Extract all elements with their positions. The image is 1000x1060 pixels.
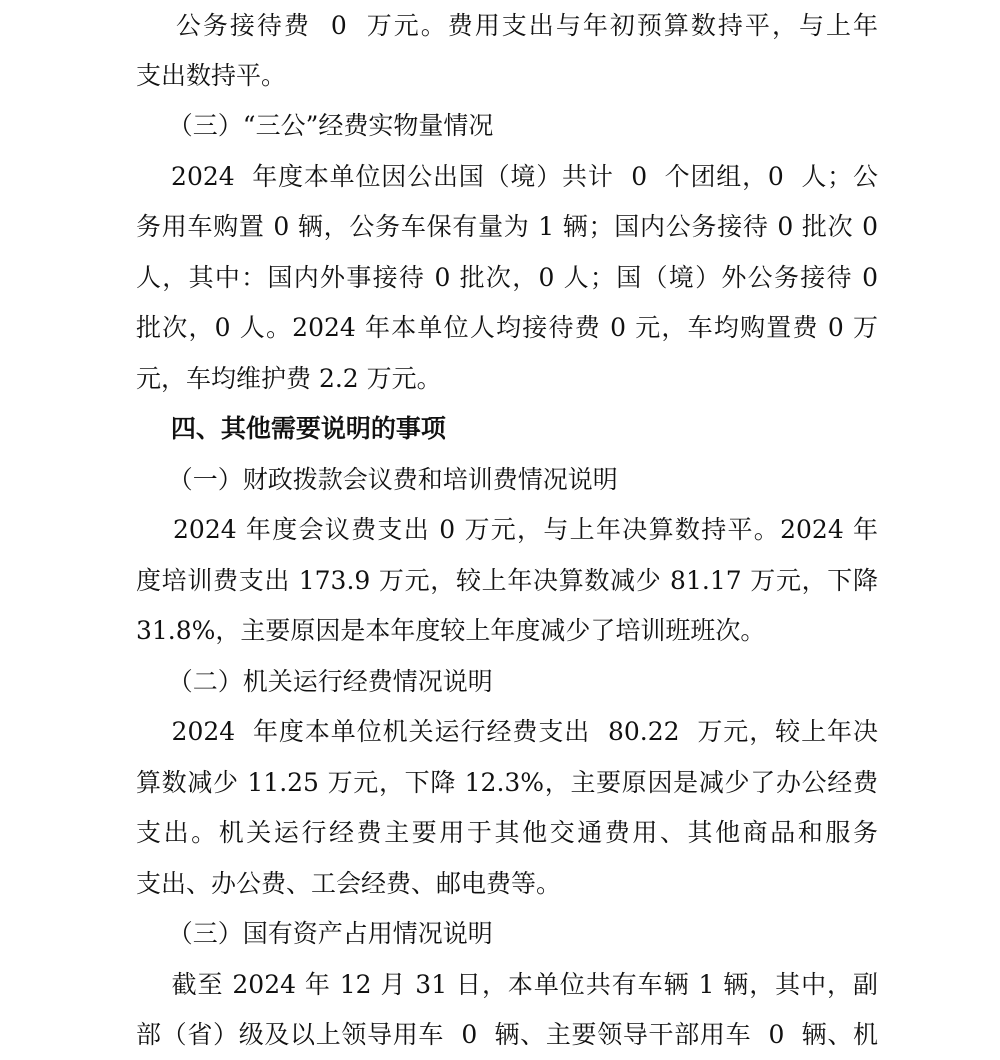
paragraph-line: 支出。机关运行经费主要用于其他交通费用、其他商品和服务 [136, 818, 878, 847]
paragraph-line: 2024 年度会议费支出 0 万元，与上年决算数持平。2024 年 [136, 515, 878, 544]
paragraph-line: 2024 年度本单位因公出国（境）共计 0 个团组，0 人；公 [136, 162, 878, 191]
paragraph-line: 截至 2024 年 12 月 31 日，本单位共有车辆 1 辆，其中，副 [136, 970, 878, 999]
chapter-heading: 四、其他需要说明的事项 [136, 414, 446, 443]
paragraph-line: 算数减少 11.25 万元，下降 12.3%，主要原因是减少了办公经费 [136, 768, 878, 797]
paragraph-line: 人，其中：国内外事接待 0 批次，0 人；国（境）外公务接待 0 [136, 263, 878, 292]
paragraph-line: 元，车均维护费 2.2 万元。 [136, 364, 442, 393]
section-heading: （三）国有资产占用情况说明 [136, 919, 493, 948]
paragraph-line: 支出、办公费、工会经费、邮电费等。 [136, 869, 562, 898]
section-heading: （二）机关运行经费情况说明 [136, 667, 493, 696]
paragraph-line: 2024 年度本单位机关运行经费支出 80.22 万元，较上年决 [136, 717, 878, 746]
paragraph-line: 部（省）级及以上领导用车 0 辆、主要领导干部用车 0 辆、机 [136, 1020, 878, 1049]
section-heading: （一）财政拨款会议费和培训费情况说明 [136, 465, 618, 494]
paragraph-line: 批次，0 人。2024 年本单位人均接待费 0 元，车均购置费 0 万 [136, 313, 878, 342]
paragraph-line: 度培训费支出 173.9 万元，较上年决算数减少 81.17 万元，下降 [136, 566, 878, 595]
paragraph-line: 支出数持平。 [136, 61, 287, 90]
section-heading: （三）“三公”经费实物量情况 [136, 111, 494, 140]
paragraph-line: 31.8%，主要原因是本年度较上年度减少了培训班班次。 [136, 616, 766, 645]
paragraph-line: 务用车购置 0 辆，公务车保有量为 1 辆；国内公务接待 0 批次 0 [136, 212, 878, 241]
paragraph-line: 公务接待费 0 万元。费用支出与年初预算数持平，与上年 [136, 11, 878, 40]
